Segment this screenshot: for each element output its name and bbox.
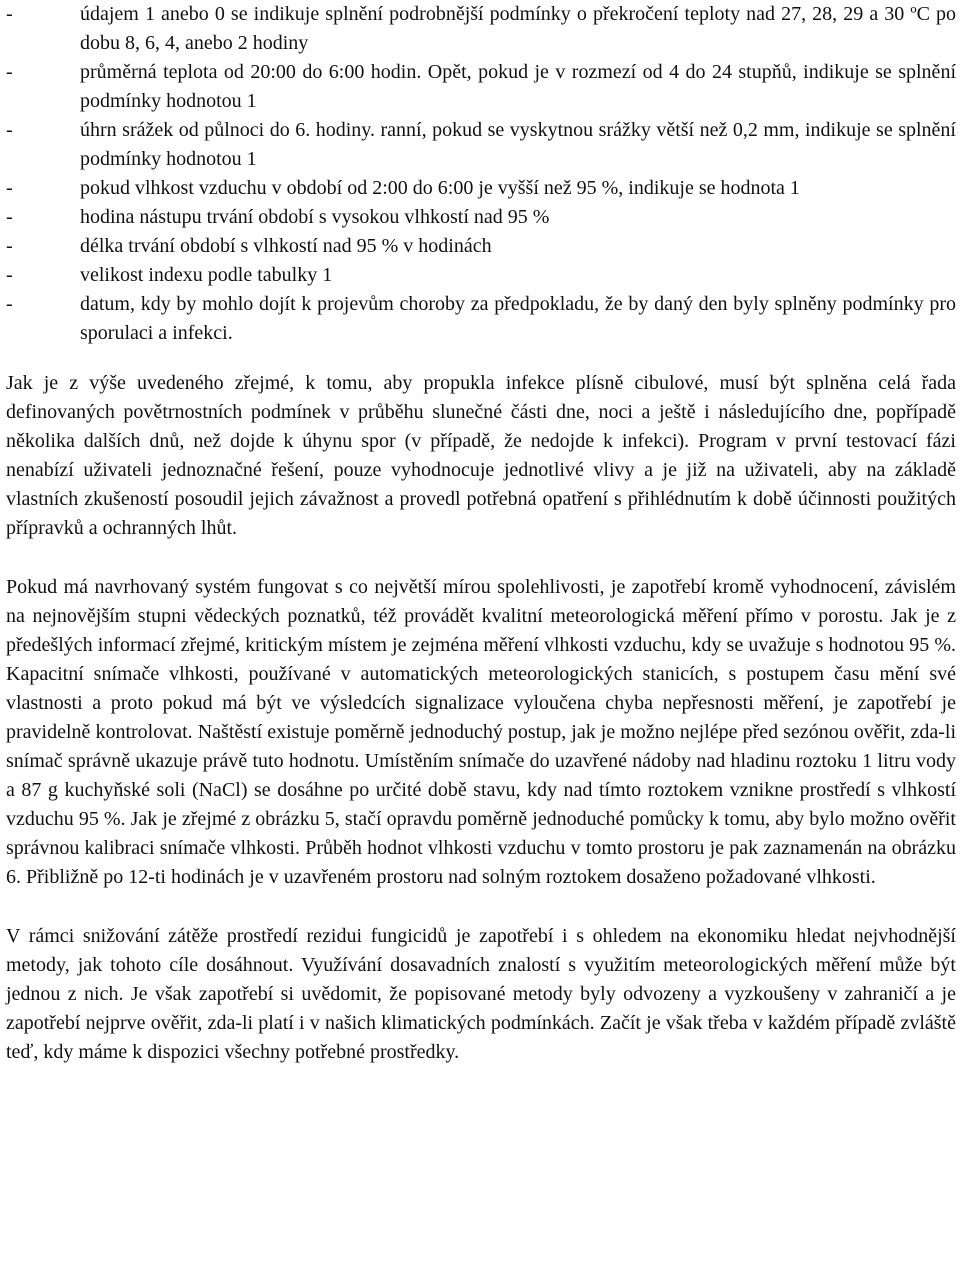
body-paragraph: V rámci snižování zátěže prostředí rezidui fungicidů je zapotřebí i s ohledem na ekonomiku hledat nejvhodnější metody, jak tohoto cíle dosáhnout. Využívání dosavadních znalostí s využitím meteorologických měření může být jednou z nich. Je však zapotřebí si uvědomit, že popisované metody byly odvozeny a vyzkoušeny v zahraničí a je zapotřebí nejprve ověřit, zda-li platí i v našich klimatických podmínkách. Začít je však třeba v každém případě zvláště teď, kdy máme k dispozici všechny potřebné prostředky. [6,925,956,1063]
list-dash: - [6,293,13,315]
list-item [6,232,956,261]
list-item-text: údajem 1 anebo 0 se indikuje splnění podrobnější podmínky o překročení teploty nad 27, 28, 29 a 30 ºC po dobu 8, 6, 4, anebo 2 hodiny [80,3,956,54]
list-item-text: pokud vlhkost vzduchu v období od 2:00 do 6:00 je vyšší než 95 %, indikuje se hodnota 1 [80,177,800,199]
list-item-text: úhrn srážek od půlnoci do 6. hodiny. ranní, pokud se vyskytnou srážky větší než 0,2 mm, indikuje se splnění podmínky hodnotou 1 [80,119,956,170]
list-dash: - [6,235,13,257]
body-paragraph: Pokud má navrhovaný systém fungovat s co největší mírou spolehlivosti, je zapotřebí kromě vyhodnocení, závislém na nejnovějším stupni vědeckých poznatků, též provádět kvalitní meteorologická měření přímo v porostu. Jak je z předešlých informací zřejmé, kritickým místem je zejména měření vlhkosti vzduchu, kdy se uvažuje s hodnotou 95 %. Kapacitní snímače vlhkosti, používané v automatických meteorologických stanicích, s postupem času mění své vlastnosti a proto pokud má být ve výsledcích signalizace vyloučena chyba nepřesnosti měření, je zapotřebí je pravidelně kontrolovat. Naštěstí existuje poměrně jednoduchý postup, jak je možno nejlépe před sezónou ověřit, zda-li snímač správně ukazuje právě tuto hodnotu. Umístěním snímače do uzavřené nádoby nad hladinu roztoku 1 litru vody a 87 g kuchyňské soli (NaCl) se dosáhne po určité době stavu, kdy nad tímto roztokem vznikne prostředí s vlhkostí vzduchu 95 %. Jak je zřejmé z obrázku 5, stačí opravdu poměrně jednoduché pomůcky k tomu, aby bylo možno ověřit správnou kalibraci snímače vlhkosti. Průběh hodnot vlhkosti vzduchu v tomto prostoru je pak zaznamenán na obrázku 6. Přibližně po 12-ti hodinách je v uzavřeném prostoru nad solným roztokem dosaženo požadované vlhkosti. [6,576,956,888]
list-dash: - [6,3,13,25]
list-dash: - [6,264,13,286]
list-item-text: hodina nástupu trvání období s vysokou vlhkostí nad 95 % [80,206,550,228]
list-item [6,261,956,290]
criteria-list [6,0,956,348]
list-dash: - [6,119,13,141]
list-dash: - [6,177,13,199]
list-item [6,174,956,203]
list-item [6,58,956,116]
document-page [6,0,956,1067]
list-item-text: datum, kdy by mohlo dojít k projevům choroby za předpokladu, že by daný den byly splněny podmínky pro sporulaci a infekci. [80,293,956,344]
paragraph-spacer [6,348,956,369]
list-item-text: délka trvání období s vlhkostí nad 95 % v hodinách [80,235,492,257]
paragraph-spacer [6,543,956,573]
list-dash: - [6,61,13,83]
list-item [6,0,956,58]
list-item [6,116,956,174]
list-item-text: velikost indexu podle tabulky 1 [80,264,333,286]
list-item [6,290,956,348]
list-item-text: průměrná teplota od 20:00 do 6:00 hodin. Opět, pokud je v rozmezí od 4 do 24 stupňů, indikuje se splnění podmínky hodnotou 1 [80,61,956,112]
paragraph-spacer [6,892,956,922]
body-paragraph: Jak je z výše uvedeného zřejmé, k tomu, aby propukla infekce plísně cibulové, musí být splněna celá řada definovaných povětrnostních podmínek v průběhu slunečné části dne, noci a ještě i následujícího dne, popřípadě několika dalších dnů, než dojde k úhynu spor (v případě, že nedojde k infekci). Program v první testovací fázi nenabízí uživateli jednoznačné řešení, pouze vyhodnocuje jednotlivé vlivy a je již na uživateli, aby na základě vlastních zkušeností posoudil jejich závažnost a provedl potřebná opatření s přihlédnutím k době účinnosti použitých přípravků a ochranných lhůt. [6,372,956,539]
list-dash: - [6,206,13,228]
list-item [6,203,956,232]
